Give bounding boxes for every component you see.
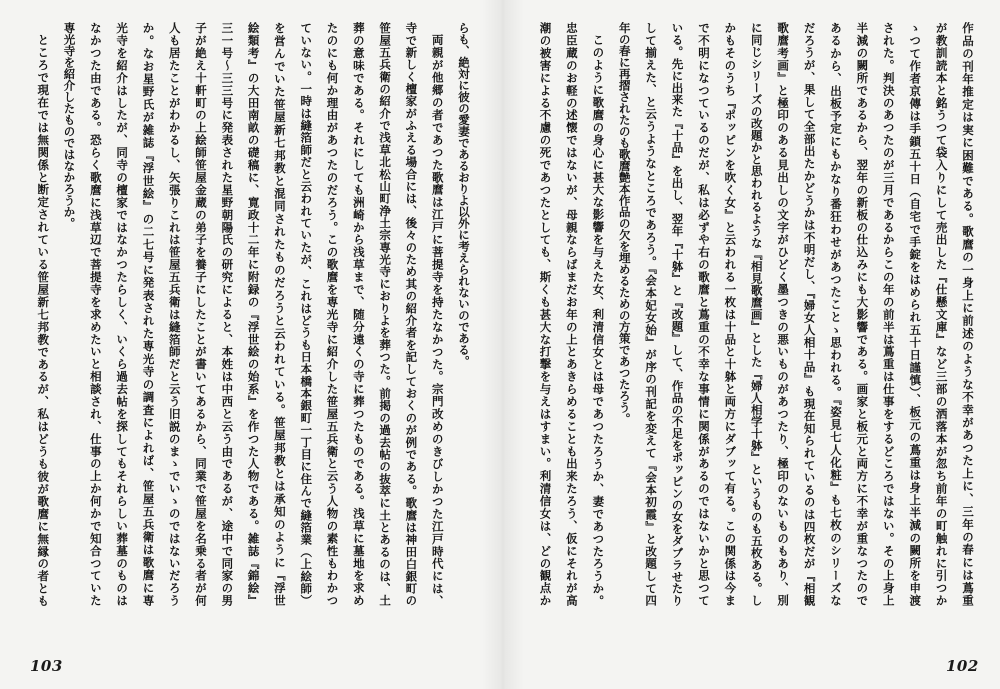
text-column: ゝつて作者京傳は手鎖五十日（自宅で手錠をはめられ五十日謹慎）、板元の蔦重は身上半減の闕所を申渡 [908, 22, 923, 606]
text-column: かもそのうち『ポッピンを吹く女』と云われる一枚は十品と十躰と両方にダブッて有る。この関係は今ま [723, 22, 738, 606]
text-column: で不明になつているのだが、私は必ずや右の歌麿と蔦重の不幸な事情に関係があるのではないかと思つて [696, 22, 711, 606]
text-column: 半減の闕所であるから、翌年の新板の仕込みにも大影響である。画家と板元と両方に不幸が重なつたので [855, 22, 870, 606]
text-column: 潮の被害による不慮の死であつたとしても、斯くも甚大な打撃を与えはすまい。利清信女は、どの観点か [538, 22, 553, 606]
text-column: 葬の意味である。それにしても洲崎から浅草まで、随分遠くの寺に葬つたものである。浅草に墓地を求め [351, 22, 366, 606]
text-column: 子が絶え十軒町の上絵師笹屋金蔵の弟子を養子にしたことが書いてあるから、同業で笹屋を名乗る者が何 [194, 22, 209, 606]
text-column: 専光寺を紹介したものではなかろうか。 [62, 22, 77, 229]
left-page-text [29, 22, 477, 606]
text-column: された。判決のあつたのが三月であるからこの年の前半は蔦重は仕事をするどころではない。その上身上 [881, 22, 896, 606]
text-column: いる。先に出来た『十品』を出し、翌年『十躰』と『改題』して、作品の不足をポッピンの女をダブラせたり [670, 22, 685, 606]
text-column: 歌麿考画』と極印のある見出しの文字がひどく墨つきの悪いものがあつたり、極印のないものもあり、別 [776, 22, 791, 606]
text-column: このように歌麿の身心に甚大な影響を与えた女、利清信女とは母であつたろうか、妻であつたろうか。 [591, 33, 606, 606]
page-number-right: 102 [946, 657, 979, 675]
right-page-text [532, 22, 981, 606]
text-column: 絵類考』の大田南畝の礎稿に、寛政十二年に附録の『浮世絵の始系』を作つた人物である。雑誌『錦絵』 [246, 22, 261, 606]
text-column: 光寺を紹介はしたが、同寺の檀家ではなかつたらしく、いくら過去帖を探してもそれらしい葬墓のものは [115, 22, 130, 606]
text-column: が教訓読本と銘うつて袋入りにして売出した『仕懸文庫』など三部の洒落本が忽ち前年の町触れに引つか [934, 22, 949, 606]
text-column: 人も居たことがわかるし、矢張りこれは笹屋五兵衛は縫箔師だと云う旧説のまゝでいゝのではないだろう [167, 22, 182, 606]
text-column: 寺で新しく檀家がふえる場合には、後々のため其の紹介者を記しておくのが例である。歌麿は神田白銀町の [404, 22, 419, 606]
text-column: に同じシリーズの改題かと思われるような『相見歌麿画』とした『婦人相学十躰』というものも五枚ある。し [749, 22, 764, 606]
text-column: して揃えた、と云うようなところであろう。『会本妃女始』が序の刊記を変えて『会本初霞』と改題して四 [644, 22, 659, 606]
text-column: らも、絶対に彼の愛妻であるおりよ以外に考えられないのである。 [457, 22, 471, 367]
page-number-left: 103 [30, 657, 63, 675]
text-column: 笹屋五兵衛の紹介で浅草北松山町浄土宗専光寺におりよを葬つた。前掲の過去帖の抜萃に土とあるのは、土 [378, 22, 393, 606]
text-column: を営んでいた笹屋新七邦教と混同されたものだろうと云われている。笹屋邦教とは承知のように『浮世 [272, 22, 287, 606]
text-column: あるから、出板予定にもかなり番狂わせがあつたことゝ思われる。『姿見七人化粧』も七枚のシリーズな [828, 22, 843, 606]
text-column: ところで現在では無関係と断定されている笹屋新七邦教であるが、私はどうも彼が歌麿に無縁の者とも [36, 33, 51, 606]
text-column: 忠臣蔵のお軽の述懐ではないが、母親ならばまだお年の上とあきらめることも出来たろう、仮にそれが高 [564, 22, 579, 606]
book-gutter [482, 0, 524, 689]
text-column: 三一号〜三三号に発表された星野朝陽氏の研究によると、本姓は中西と云う由であるが、途中で同家の男 [220, 22, 235, 606]
text-column: たのにも何か理由があつたのだろう。この歌麿を専光寺に紹介した笹屋五兵衛と云う人物の素性もわかつ [325, 22, 340, 606]
text-column: 作品の刊年推定は実に困難である。歌麿の一身上に前述のような不幸があつた上に、三年の春には蔦重 [961, 22, 975, 606]
text-column: 年の春に再摺されたのも歌麿艶本作品の欠を埋めるための方策であつたろう。 [617, 22, 632, 425]
text-column: ていない。一時は縫箔師だと云われていたが、これはどうも日本橋本銀町一丁目に住んで縫箔業（上絵師） [299, 22, 314, 606]
text-column: なかつた由である。恐らく歌麿に浅草辺で菩提寺を求めたいと相談され、仕事の上か何かで知合つていた [88, 22, 103, 606]
text-column: か。なお星野氏が雑誌『浮世絵』の二七号に発表された専光寺の調査によれば、笹屋五兵衛は歌麿に専 [141, 22, 156, 606]
text-column: 両親が他郷の者であつた歌麿は江戸に菩提寺を持たなかつた。宗門改めのきびしかつた江戸時代には、 [430, 33, 445, 606]
text-column: だろうが、果して全部出たかどうかは不明だし、『婦女人相十品』も現在知られているのは四枚だが『相観 [802, 22, 817, 606]
